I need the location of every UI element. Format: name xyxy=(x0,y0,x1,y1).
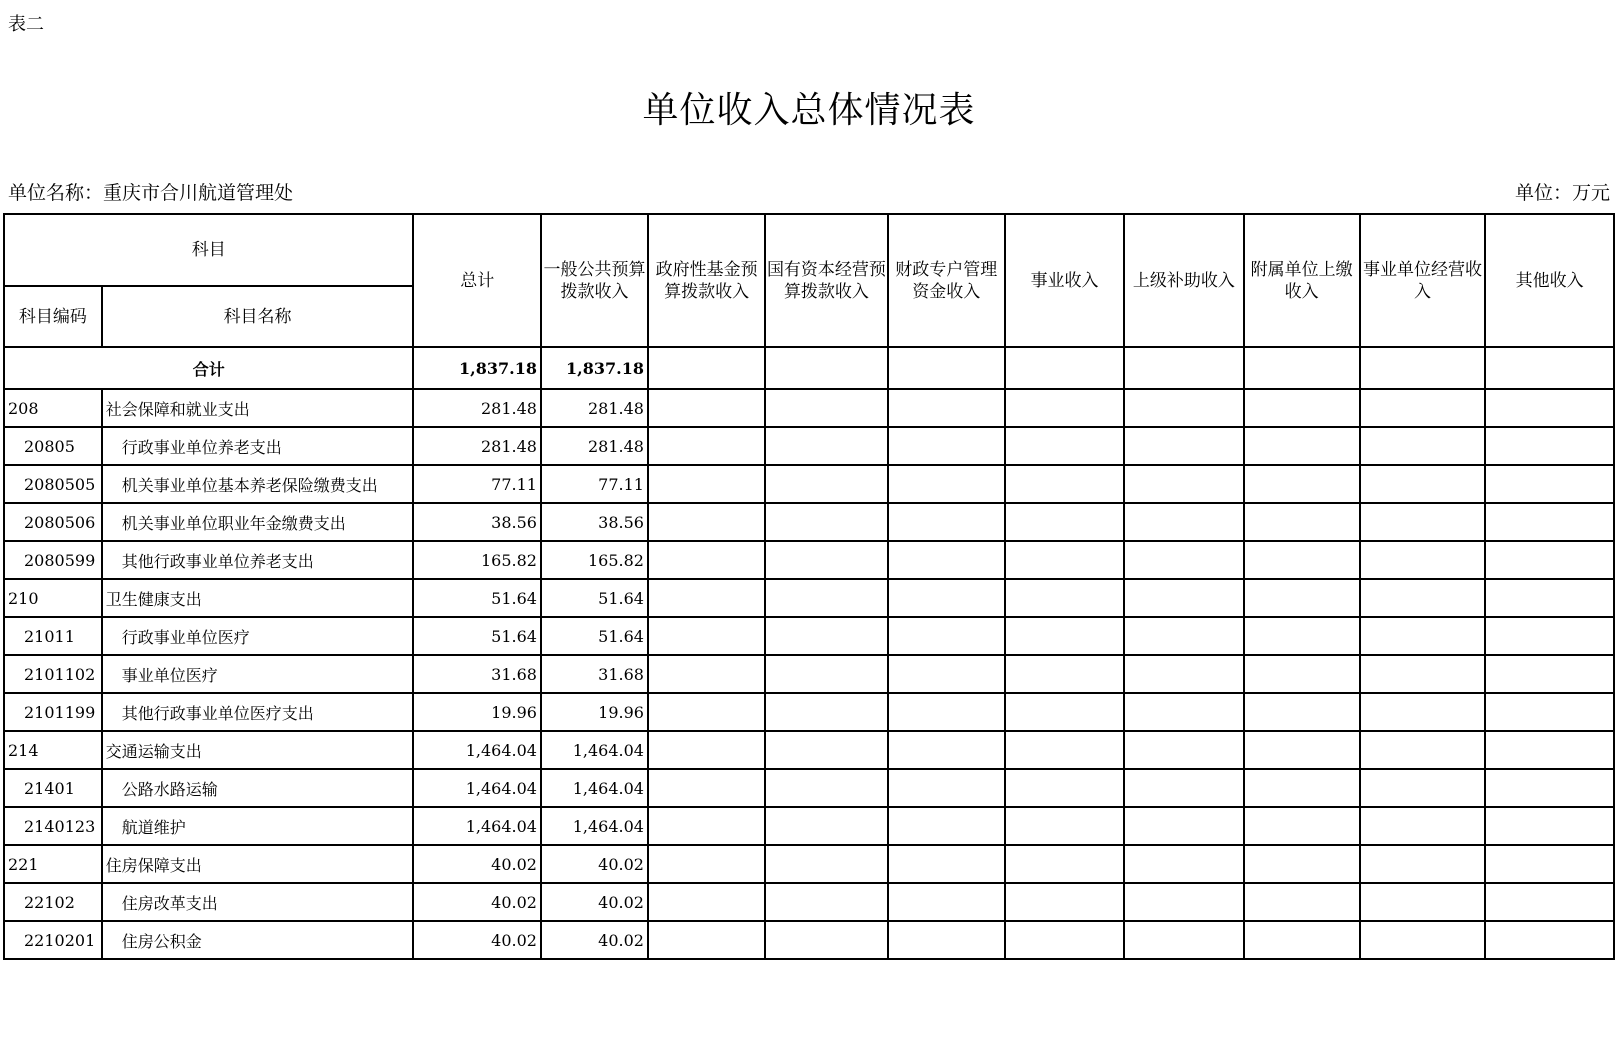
table-row xyxy=(4,845,1614,883)
general-budget-cell: 19.96 xyxy=(541,693,648,731)
empty-cell xyxy=(1005,693,1124,731)
empty-cell xyxy=(888,503,1005,541)
empty-cell xyxy=(765,347,887,389)
general-budget-cell: 38.56 xyxy=(541,503,648,541)
empty-cell xyxy=(648,807,765,845)
subject-code-cell: 221 xyxy=(4,845,102,883)
empty-cell xyxy=(1360,769,1486,807)
empty-cell xyxy=(1360,883,1486,921)
empty-cell xyxy=(888,807,1005,845)
empty-cell xyxy=(1005,427,1124,465)
empty-cell xyxy=(648,389,765,427)
subject-code-cell: 208 xyxy=(4,389,102,427)
header-operating-income: 事业单位经营收入 xyxy=(1360,214,1486,347)
empty-cell xyxy=(1485,465,1614,503)
header-subject-name: 科目名称 xyxy=(102,286,414,347)
empty-cell xyxy=(648,503,765,541)
empty-cell xyxy=(1005,503,1124,541)
general-budget-cell: 40.02 xyxy=(541,921,648,959)
empty-cell xyxy=(1244,807,1360,845)
subject-code-cell: 2080505 xyxy=(4,465,102,503)
general-budget-cell: 281.48 xyxy=(541,389,648,427)
empty-cell xyxy=(1005,655,1124,693)
table-row xyxy=(4,579,1614,617)
empty-cell xyxy=(648,769,765,807)
subject-code-cell: 2210201 xyxy=(4,921,102,959)
empty-cell xyxy=(1124,845,1243,883)
empty-cell xyxy=(1360,427,1486,465)
empty-cell xyxy=(1244,655,1360,693)
empty-cell xyxy=(1124,807,1243,845)
table-row xyxy=(4,617,1614,655)
empty-cell xyxy=(1124,883,1243,921)
empty-cell xyxy=(888,769,1005,807)
empty-cell xyxy=(1244,503,1360,541)
empty-cell xyxy=(1124,769,1243,807)
empty-cell xyxy=(1124,921,1243,959)
empty-cell xyxy=(1244,427,1360,465)
empty-cell xyxy=(648,541,765,579)
empty-cell xyxy=(888,921,1005,959)
general-budget-cell: 51.64 xyxy=(541,617,648,655)
empty-cell xyxy=(1485,389,1614,427)
general-budget-cell: 1,464.04 xyxy=(541,769,648,807)
empty-cell xyxy=(1005,617,1124,655)
total-amount: 1,837.18 xyxy=(413,347,541,389)
empty-cell xyxy=(648,465,765,503)
empty-cell xyxy=(1005,579,1124,617)
header-subject-code: 科目编码 xyxy=(4,286,102,347)
subject-name-cell: 社会保障和就业支出 xyxy=(102,389,414,427)
subject-name-cell: 机关事业单位基本养老保险缴费支出 xyxy=(102,465,414,503)
empty-cell xyxy=(1360,389,1486,427)
empty-cell xyxy=(888,693,1005,731)
total-cell: 281.48 xyxy=(413,427,541,465)
subject-name-cell: 公路水路运输 xyxy=(102,769,414,807)
empty-cell xyxy=(1124,465,1243,503)
subject-name-cell: 航道维护 xyxy=(102,807,414,845)
table-row xyxy=(4,883,1614,921)
empty-cell xyxy=(648,845,765,883)
subject-code-cell: 2140123 xyxy=(4,807,102,845)
empty-cell xyxy=(1244,769,1360,807)
subject-code-cell: 2080506 xyxy=(4,503,102,541)
empty-cell xyxy=(1360,503,1486,541)
subject-code-cell: 21011 xyxy=(4,617,102,655)
header-subject: 科目 xyxy=(4,214,413,286)
general-budget-cell: 40.02 xyxy=(541,883,648,921)
empty-cell xyxy=(1124,427,1243,465)
empty-cell xyxy=(1485,921,1614,959)
header-gov-fund: 政府性基金预算拨款收入 xyxy=(648,214,765,347)
empty-cell xyxy=(1485,655,1614,693)
table-row xyxy=(4,769,1614,807)
empty-cell xyxy=(1005,883,1124,921)
empty-cell xyxy=(765,921,887,959)
table-row xyxy=(4,807,1614,845)
total-cell: 40.02 xyxy=(413,921,541,959)
empty-cell xyxy=(648,427,765,465)
empty-cell xyxy=(765,503,887,541)
empty-cell xyxy=(1124,541,1243,579)
general-budget-cell: 281.48 xyxy=(541,427,648,465)
empty-cell xyxy=(1360,731,1486,769)
empty-cell xyxy=(765,617,887,655)
subject-name-cell: 机关事业单位职业年金缴费支出 xyxy=(102,503,414,541)
header-affiliated-income: 附属单位上缴收入 xyxy=(1244,214,1360,347)
subject-code-cell: 210 xyxy=(4,579,102,617)
subject-name-cell: 住房保障支出 xyxy=(102,845,414,883)
empty-cell xyxy=(1244,883,1360,921)
total-row xyxy=(4,347,1614,389)
header-total: 总计 xyxy=(413,214,541,347)
general-budget-cell: 1,464.04 xyxy=(541,807,648,845)
empty-cell xyxy=(1485,769,1614,807)
empty-cell xyxy=(888,579,1005,617)
empty-cell xyxy=(765,807,887,845)
empty-cell xyxy=(888,883,1005,921)
header-other-income: 其他收入 xyxy=(1485,214,1614,347)
header-business-income: 事业收入 xyxy=(1005,214,1124,347)
total-label: 合计 xyxy=(4,347,413,389)
total-general-budget: 1,837.18 xyxy=(541,347,648,389)
empty-cell xyxy=(1124,347,1243,389)
general-budget-cell: 51.64 xyxy=(541,579,648,617)
empty-cell xyxy=(1360,807,1486,845)
empty-cell xyxy=(1244,389,1360,427)
empty-cell xyxy=(1005,845,1124,883)
subject-name-cell: 交通运输支出 xyxy=(102,731,414,769)
empty-cell xyxy=(1244,617,1360,655)
empty-cell xyxy=(1485,503,1614,541)
empty-cell xyxy=(1005,769,1124,807)
subject-name-cell: 行政事业单位养老支出 xyxy=(102,427,414,465)
table-row xyxy=(4,921,1614,959)
empty-cell xyxy=(765,427,887,465)
empty-cell xyxy=(648,693,765,731)
empty-cell xyxy=(888,465,1005,503)
empty-cell xyxy=(1244,465,1360,503)
empty-cell xyxy=(1124,693,1243,731)
empty-cell xyxy=(1244,921,1360,959)
empty-cell xyxy=(888,731,1005,769)
empty-cell xyxy=(1005,389,1124,427)
total-cell: 281.48 xyxy=(413,389,541,427)
header-state-capital: 国有资本经营预算拨款收入 xyxy=(765,214,887,347)
subject-name-cell: 住房改革支出 xyxy=(102,883,414,921)
subject-name-cell: 事业单位医疗 xyxy=(102,655,414,693)
empty-cell xyxy=(1485,883,1614,921)
total-cell: 77.11 xyxy=(413,465,541,503)
empty-cell xyxy=(648,579,765,617)
empty-cell xyxy=(1485,541,1614,579)
empty-cell xyxy=(1244,693,1360,731)
empty-cell xyxy=(1005,541,1124,579)
empty-cell xyxy=(1360,465,1486,503)
empty-cell xyxy=(765,655,887,693)
unit-name-label: 单位名称：重庆市合川航道管理处 xyxy=(8,182,294,204)
empty-cell xyxy=(1485,845,1614,883)
empty-cell xyxy=(1360,541,1486,579)
general-budget-cell: 40.02 xyxy=(541,845,648,883)
empty-cell xyxy=(648,655,765,693)
empty-cell xyxy=(648,617,765,655)
empty-cell xyxy=(1244,541,1360,579)
page-title: 单位收入总体情况表 xyxy=(642,90,976,131)
empty-cell xyxy=(1485,427,1614,465)
total-cell: 19.96 xyxy=(413,693,541,731)
empty-cell xyxy=(1485,579,1614,617)
empty-cell xyxy=(1360,579,1486,617)
empty-cell xyxy=(1124,503,1243,541)
empty-cell xyxy=(1005,921,1124,959)
empty-cell xyxy=(888,427,1005,465)
table-row xyxy=(4,427,1614,465)
total-cell: 51.64 xyxy=(413,617,541,655)
currency-unit-label: 单位：万元 xyxy=(1514,182,1610,204)
empty-cell xyxy=(1244,579,1360,617)
empty-cell xyxy=(1485,617,1614,655)
empty-cell xyxy=(648,731,765,769)
empty-cell xyxy=(765,465,887,503)
empty-cell xyxy=(1244,347,1360,389)
subject-code-cell: 2101102 xyxy=(4,655,102,693)
subject-code-cell: 21401 xyxy=(4,769,102,807)
general-budget-cell: 77.11 xyxy=(541,465,648,503)
empty-cell xyxy=(888,541,1005,579)
total-cell: 40.02 xyxy=(413,845,541,883)
general-budget-cell: 165.82 xyxy=(541,541,648,579)
empty-cell xyxy=(765,731,887,769)
empty-cell xyxy=(1244,731,1360,769)
subject-name-cell: 其他行政事业单位养老支出 xyxy=(102,541,414,579)
empty-cell xyxy=(1124,389,1243,427)
subject-name-cell: 住房公积金 xyxy=(102,921,414,959)
empty-cell xyxy=(1485,807,1614,845)
empty-cell xyxy=(888,347,1005,389)
table-row xyxy=(4,731,1614,769)
empty-cell xyxy=(765,883,887,921)
table-tag: 表二 xyxy=(8,14,44,35)
income-table xyxy=(3,213,1615,960)
empty-cell xyxy=(1124,617,1243,655)
general-budget-cell: 1,464.04 xyxy=(541,731,648,769)
subject-name-cell: 行政事业单位医疗 xyxy=(102,617,414,655)
table-row xyxy=(4,503,1614,541)
empty-cell xyxy=(1485,693,1614,731)
subject-code-cell: 22102 xyxy=(4,883,102,921)
total-cell: 40.02 xyxy=(413,883,541,921)
total-cell: 31.68 xyxy=(413,655,541,693)
empty-cell xyxy=(648,347,765,389)
empty-cell xyxy=(1124,655,1243,693)
empty-cell xyxy=(1005,347,1124,389)
empty-cell xyxy=(1124,731,1243,769)
empty-cell xyxy=(1360,347,1486,389)
header-superior-subsidy: 上级补助收入 xyxy=(1124,214,1243,347)
empty-cell xyxy=(1360,845,1486,883)
empty-cell xyxy=(1360,655,1486,693)
empty-cell xyxy=(765,769,887,807)
table-row xyxy=(4,465,1614,503)
subject-code-cell: 2080599 xyxy=(4,541,102,579)
table-row xyxy=(4,655,1614,693)
empty-cell xyxy=(1485,731,1614,769)
header-general-budget: 一般公共预算拨款收入 xyxy=(541,214,648,347)
empty-cell xyxy=(765,579,887,617)
empty-cell xyxy=(648,921,765,959)
total-cell: 165.82 xyxy=(413,541,541,579)
empty-cell xyxy=(765,389,887,427)
empty-cell xyxy=(888,389,1005,427)
empty-cell xyxy=(648,883,765,921)
subject-code-cell: 214 xyxy=(4,731,102,769)
empty-cell xyxy=(888,845,1005,883)
table-row xyxy=(4,693,1614,731)
empty-cell xyxy=(1005,465,1124,503)
subject-code-cell: 20805 xyxy=(4,427,102,465)
header-fiscal-special: 财政专户管理资金收入 xyxy=(888,214,1005,347)
empty-cell xyxy=(1005,731,1124,769)
empty-cell xyxy=(1360,617,1486,655)
empty-cell xyxy=(888,655,1005,693)
empty-cell xyxy=(765,541,887,579)
empty-cell xyxy=(1244,845,1360,883)
table-row xyxy=(4,389,1614,427)
empty-cell xyxy=(1005,807,1124,845)
empty-cell xyxy=(888,617,1005,655)
empty-cell xyxy=(1485,347,1614,389)
empty-cell xyxy=(765,693,887,731)
subject-name-cell: 卫生健康支出 xyxy=(102,579,414,617)
total-cell: 1,464.04 xyxy=(413,807,541,845)
subject-name-cell: 其他行政事业单位医疗支出 xyxy=(102,693,414,731)
total-cell: 51.64 xyxy=(413,579,541,617)
table-row xyxy=(4,541,1614,579)
subject-code-cell: 2101199 xyxy=(4,693,102,731)
general-budget-cell: 31.68 xyxy=(541,655,648,693)
empty-cell xyxy=(765,845,887,883)
total-cell: 38.56 xyxy=(413,503,541,541)
empty-cell xyxy=(1124,579,1243,617)
empty-cell xyxy=(1360,693,1486,731)
total-cell: 1,464.04 xyxy=(413,769,541,807)
total-cell: 1,464.04 xyxy=(413,731,541,769)
empty-cell xyxy=(1360,921,1486,959)
